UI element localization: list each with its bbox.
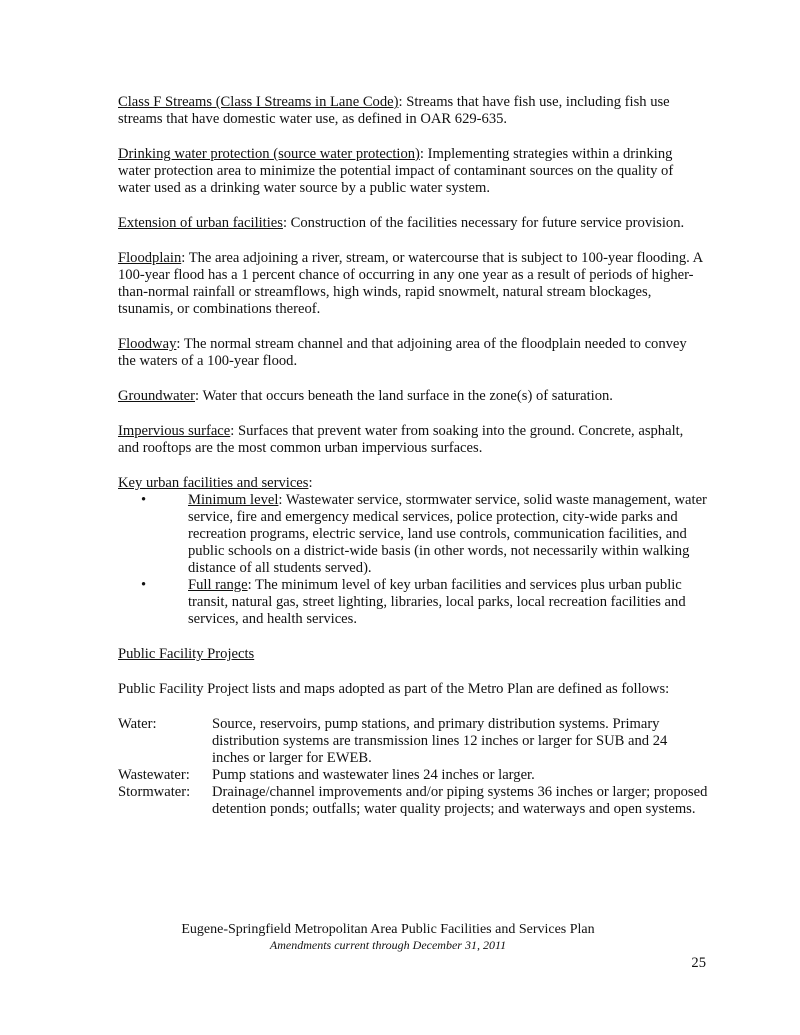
definition-term: Drinking water protection (source water protection) <box>118 146 420 162</box>
project-label: Water: <box>118 716 157 732</box>
definition-text: : Water that occurs beneath the land surface in the zone(s) of saturation. <box>195 388 613 404</box>
definition-term: Extension of urban facilities <box>118 215 283 231</box>
definition-term: Floodplain <box>118 250 182 266</box>
page-footer <box>0 922 800 952</box>
project-label: Wastewater: <box>118 767 190 783</box>
section-heading <box>118 646 708 663</box>
definition-floodplain <box>118 250 708 318</box>
bullet-icon: • <box>141 577 147 593</box>
list-item-term: Full range <box>188 577 248 593</box>
page-number: 25 <box>691 955 706 971</box>
section-heading-text: Public Facility Projects <box>118 646 255 662</box>
definition-extension-urban-facilities <box>118 215 708 232</box>
definition-text: : Surfaces that prevent water from soaking into the ground. Concrete, asphalt, and rooftops are the most common urban impervious surfaces. <box>118 423 684 456</box>
bullet-icon: • <box>141 492 147 508</box>
list-item-text: : Wastewater service, stormwater service, solid waste management, water service, fire and emergency medical services, police protection, city-wide parks and recreation programs, electric service, land use controls, communication facilities, and public schools on a district-wide basis (in other words, not necessarily within walking distance of all students served). <box>188 492 707 576</box>
definition-floodway <box>118 336 708 370</box>
list-item <box>118 492 708 577</box>
definition-drinking-water-protection <box>118 146 708 197</box>
list-item-text: : The minimum level of key urban facilities and services plus urban public transit, natural gas, street lighting, libraries, local parks, local recreation facilities and services, and health services. <box>188 577 686 627</box>
key-facilities-list <box>118 492 708 628</box>
footer-subtitle: Amendments current through December 31, 2011 <box>269 938 507 952</box>
definition-groundwater <box>118 388 708 405</box>
definition-suffix: : <box>308 475 313 491</box>
project-row-stormwater <box>118 784 708 818</box>
project-definitions <box>118 716 708 818</box>
footer-title: Eugene-Springfield Metropolitan Area Public Facilities and Services Plan <box>181 922 595 937</box>
definition-term: Impervious surface <box>118 423 231 439</box>
definition-text: : The area adjoining a river, stream, or watercourse that is subject to 100-year flooding. A 100-year flood has a 1 percent chance of occurring in any one year as a result of periods of higher-than-normal rainfall or streamflows, high winds, rapid snowmelt, natural stream blockages, tsunamis, or combinations thereof. <box>118 250 703 317</box>
definition-term: Groundwater <box>118 388 195 404</box>
definition-term: Class F Streams (Class I Streams in Lane Code) <box>118 94 399 110</box>
list-item <box>118 577 708 628</box>
definition-term: Floodway <box>118 336 177 352</box>
definition-term: Key urban facilities and services <box>118 475 309 491</box>
list-item-term: Minimum level <box>188 492 279 508</box>
project-row-water <box>118 716 708 767</box>
definition-text: : The normal stream channel and that adjoining area of the floodplain needed to convey the waters of a 100-year flood. <box>118 336 687 369</box>
project-description: Pump stations and wastewater lines 24 inches or larger. <box>212 767 535 783</box>
project-description: Drainage/channel improvements and/or piping systems 36 inches or larger; proposed detention ponds; outfalls; water quality projects; and waterways and open systems. <box>212 784 708 817</box>
projects-intro: Public Facility Project lists and maps adopted as part of the Metro Plan are defined as follows: <box>118 681 670 697</box>
project-row-wastewater <box>118 767 708 784</box>
definition-class-f-streams <box>118 94 708 128</box>
project-label: Stormwater: <box>118 784 191 800</box>
definition-text: : Implementing strategies within a drinking water protection area to minimize the potential impact of contaminant sources on the quality of water used as a drinking water source by a public water system. <box>118 146 674 196</box>
definition-text: : Construction of the facilities necessary for future service provision. <box>282 215 685 231</box>
project-description: Source, reservoirs, pump stations, and primary distribution systems. Primary distribution systems are transmission lines 12 inches or larger for SUB and 24 inches or larger for EWEB. <box>212 716 668 766</box>
definition-text: : Streams that have fish use, including fish use streams that have domestic water use, as defined in OAR 629-635. <box>118 94 670 127</box>
definition-key-urban-facilities <box>118 475 708 492</box>
definition-impervious-surface <box>118 423 708 457</box>
page-content <box>118 94 708 818</box>
